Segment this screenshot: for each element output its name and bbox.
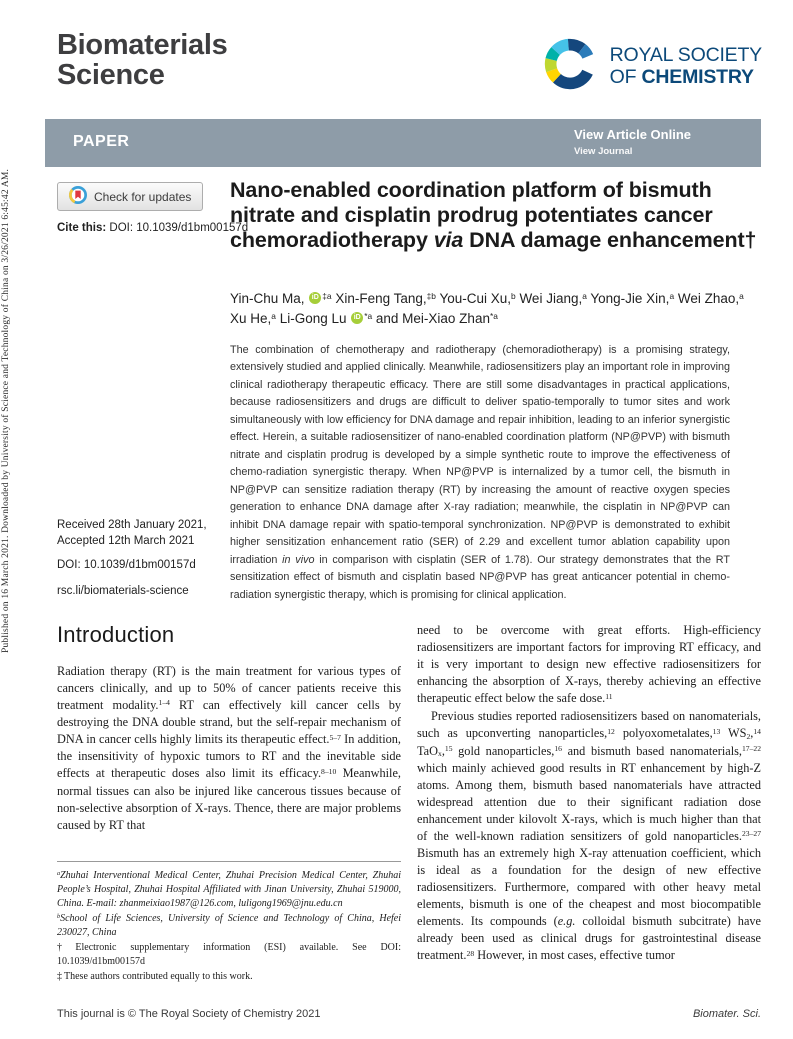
history-block	[57, 517, 207, 599]
journal-title-line1: Biomaterials	[57, 29, 228, 61]
footnote-equal-contribution: ‡ These authors contributed equally to this work.	[57, 971, 253, 982]
section-heading-introduction: Introduction	[57, 622, 175, 647]
check-for-updates-button[interactable]	[57, 182, 203, 211]
orcid-icon[interactable]	[309, 292, 321, 304]
doi-line: DOI: 10.1039/d1bm00157d	[57, 558, 196, 571]
article-title: Nano-enabled coordination platform of bismuth nitrate and cisplatin prodrug potentiates cancer chemoradiotherapy via DNA damage enhancement†	[230, 178, 757, 253]
rsc-logo-text	[610, 45, 762, 87]
paper-type-label: PAPER	[73, 133, 130, 150]
intro-paragraph: Radiation therapy (RT) is the main treatment for various types of cancers clinically, and up to 50% of cancer patients receive this treatment modality.$^{1-4}$ RT can effectively kill cancer cells by destroying the DNA double strand, but the self-repair mechanism of DNA in cancer cells highly limits its therapeutic effect.$^{5-7}$ In addition, the insensitivity of hypoxic tumors to RT and the inevitable side effects at therapeutic doses also limit its efficacy.$^{8-10}$ Meanwhile, normal tissues can also be injured like cancerous tissues because of non-selective absorption of X-rays. Thence, there are major problems caused by RT that	[57, 664, 401, 832]
right-column	[417, 622, 761, 985]
view-journal-link[interactable]: View Journal	[573, 145, 633, 157]
rsc-logo-icon	[539, 33, 601, 100]
check-for-updates-label: Check for updates	[94, 189, 192, 204]
view-article-online-link[interactable]: View Article Online	[573, 127, 691, 142]
orcid-icon[interactable]	[351, 312, 363, 324]
footnote-affiliation-b: $^b$School of Life Sciences, University of Science and Technology of China, Hefei 230027, China	[57, 912, 401, 938]
accepted-date: Accepted 12th March 2021	[57, 535, 195, 548]
footnotes-block	[57, 861, 401, 985]
footnote-esi: † Electronic supplementary information (ESI) available. See DOI: 10.1039/d1bm00157d	[57, 942, 401, 967]
right-paragraph-1: need to be overcome with great efforts. High-efficiency radiosensitizers are important factors for improving RT efficacy, and it is very important to design new effective radiosensitizers for enhancing the absorption of X-rays, thereby achieving an effective therapeutic effect below the safe dose.$^{11}$	[417, 623, 761, 706]
left-column	[57, 622, 401, 985]
footer-journal-abbrev: Biomater. Sci.	[692, 1008, 761, 1020]
footer-copyright: This journal is © The Royal Society of Chemistry 2021	[57, 1008, 321, 1020]
cite-this-line	[57, 222, 248, 234]
abstract-text: The combination of chemotherapy and radiotherapy (chemoradiotherapy) is a promising strategy, extensively studied and applied clinically. Meanwhile, radiosensitizers play an important role in improving clinical radiotherapy therapeutic efficacy. There are still some disadvantages in practical applications, because radiosensitizers and drugs are difficult to deliver spatio-temporally to tumor sites and work simultaneously with low efficiency for DNA damage and repair inhibition, leading to an inferior synergistic effect. Herein, a suitable radiosensitizer of nano-enabled coordination platform (NP@PVP) with bismuth nitrate and cisplatin prodrug is developed by a simple synthetic route to improve the effectiveness of chemo-radiation synergistic therapy. When NP@PVP is internalized by a tumor cell, the bismuth in NP@PVP can sensitize radiation therapy (RT) by increasing the amount of reactive oxygen species generation to enhance DNA damage after X-ray radiation; meanwhile, the cisplatin in NP@PVP can inhibit DNA damage repair with spatio-temporal synchronization. NP@PVP is demonstrated to exhibit higher sensitization enhancement ratio (SER) of 2.29 and excellent tumor ablation capability upon irradiation in vivo in comparison with cisplatin (SER of 1.78). Our strategy demonstrates that the RT sensitization effect of bismuth and cisplatin based NP@PVP has great anticancer potential in chemo-radiation synergistic therapy, which is promising for clinical application.	[230, 344, 731, 601]
cite-this-doi: DOI: 10.1039/d1bm00157d	[109, 222, 249, 234]
received-date: Received 28th January 2021,	[57, 519, 207, 531]
banner-links	[574, 127, 691, 157]
rsc-logo	[539, 33, 762, 100]
journal-title	[57, 30, 227, 91]
rsc-text-line2: OF CHEMISTRY	[609, 65, 754, 88]
footnote-affiliation-a: $^a$Zhuhai Interventional Medical Center, Zhuhai Precision Medical Center, Zhuhai People’s Hospital, Zhuhai Hospital Affiliated with Jinan University, Zhuhai 519000, China. E-mail: zhanmeixiao1987@126.com, luligong1969@jnu.edu.cn	[57, 869, 401, 909]
cite-this-label: Cite this:	[57, 222, 107, 234]
article-type-banner	[45, 119, 761, 167]
rsc-text-line1: ROYAL SOCIETY	[609, 44, 762, 67]
check-for-updates-icon	[69, 186, 87, 207]
right-paragraph-2: Previous studies reported radiosensitizers based on nanomaterials, such as upconverting nanoparticles,$^{12}$ polyoxometalates,$^{13}$ $WS_2,^{14}$ TaO$_x$,$^{15}$ gold nanoparticles,$^{16}$ and bismuth based nanomaterials,$^{17-22}$ which mainly achieved good results in RT enhancement by high-Z atoms. Among them, bismuth based nanomaterials have attracted widespread attention due to their significant radiation dose enhancement under kilovolt X-rays, which is much higher than that of the well-known radiation sensitizers of gold nanoparticles.$^{23-27}$ Bismuth has an extremely high X-ray attenuation coefficient, which is ideal as a foundation for the design of new effective radiosensitizers. Furthermore, compared with other heavy metal elements, bismuth is one of the cheapest and most biocompatible elements. Its compounds (e.g. colloidal bismuth subcitrate) have already been used as clinical drugs for gastrointestinal disease treatment.$^{28}$ However, in most cases, effective tumor	[417, 709, 762, 963]
journal-title-line2: Science	[57, 59, 165, 92]
journal-url-link[interactable]: rsc.li/biomaterials-science	[57, 584, 189, 597]
page-footer	[57, 1008, 761, 1020]
authors-line: Yin-Chu Ma, $iD^{\ddagger a}$ Xin-Feng Tang,$^{\ddagger b}$ You-Cui Xu,$^b$ Wei Jiang,$^a$ Yong-Jie Xin,$^a$ Wei Zhao,$^a$ Xu He,$^a$ Li-Gong Lu $iD^{*a}$ and Mei-Xiao Zhan$^{*a}$	[230, 289, 752, 330]
body-columns	[57, 622, 761, 985]
download-stamp: Published on 16 March 2021. Downloaded by University of Science and Technology of China on 3/26/2021 6:45:42 AM.	[1, 168, 11, 653]
